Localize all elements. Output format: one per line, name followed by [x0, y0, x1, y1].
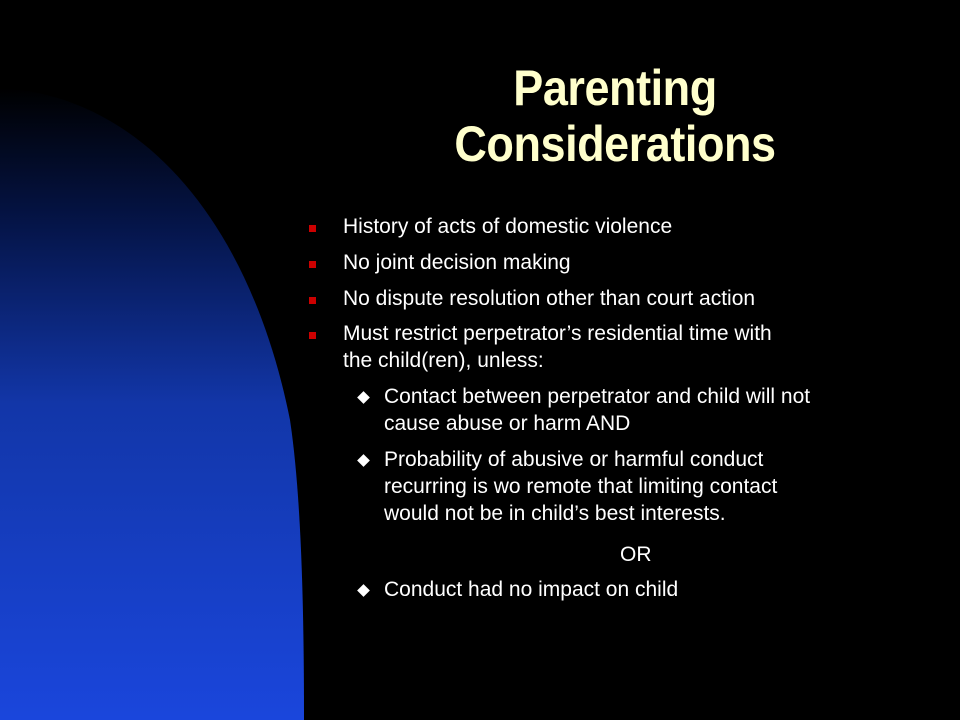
sub-bullet-text-cont: cause abuse or harm AND — [384, 412, 631, 435]
title-line-1: Parenting — [513, 60, 717, 116]
sub-bullet-text: Probability of abusive or harmful conduct — [384, 448, 764, 471]
sub-bullet-text-cont: would not be in child’s best interests. — [384, 502, 726, 525]
square-bullet-icon — [309, 225, 316, 232]
or-text: OR — [620, 543, 652, 566]
bullet-item — [343, 285, 923, 312]
sub-bullet-item — [384, 576, 944, 603]
square-bullet-icon — [309, 297, 316, 304]
bullet-item — [343, 320, 923, 374]
bullet-text: No joint decision making — [343, 251, 571, 274]
sub-bullet-text: Conduct had no impact on child — [384, 578, 679, 601]
bullet-item — [343, 249, 923, 276]
bullet-item — [343, 213, 923, 240]
title-line-2: Considerations — [454, 116, 776, 172]
bullet-text: Must restrict perpetrator’s residential time with — [343, 322, 772, 345]
square-bullet-icon — [309, 261, 316, 268]
sub-bullet-text-cont: recurring is wo remote that limiting contact — [384, 475, 778, 498]
square-bullet-icon — [309, 332, 316, 339]
sub-bullet-item — [384, 383, 944, 437]
sub-bullet-item — [384, 446, 944, 527]
diamond-bullet-icon — [357, 391, 370, 404]
diamond-bullet-icon — [357, 454, 370, 467]
bullet-text: No dispute resolution other than court action — [343, 287, 756, 310]
bullet-text-cont: the child(ren), unless: — [343, 349, 544, 372]
diamond-bullet-icon — [357, 584, 370, 597]
bullet-text: History of acts of domestic violence — [343, 215, 673, 238]
sub-bullet-text: Contact between perpetrator and child will not — [384, 385, 811, 408]
